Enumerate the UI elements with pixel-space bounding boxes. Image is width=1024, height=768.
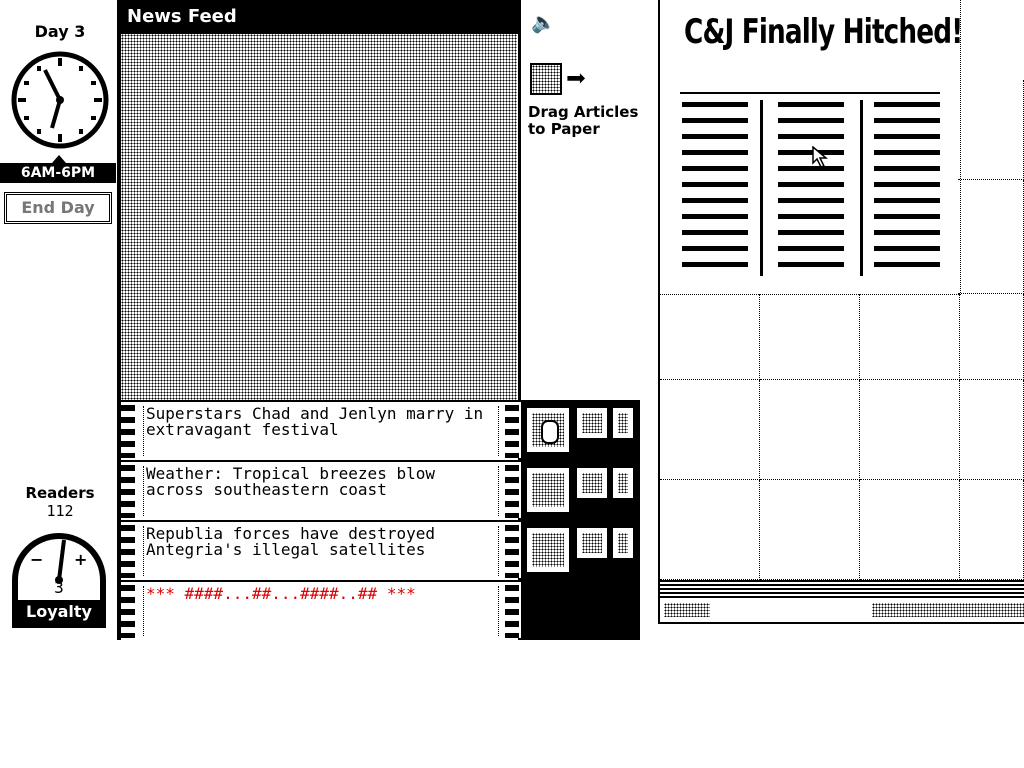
size-medium-button[interactable] [577, 468, 607, 498]
paper-slot[interactable] [958, 80, 1024, 180]
paper-slot[interactable] [660, 294, 760, 380]
paper-slot[interactable] [860, 294, 960, 380]
paper-slot[interactable] [660, 380, 760, 480]
size-small-button[interactable] [613, 408, 633, 438]
film-strip-right [505, 582, 519, 638]
article-column [682, 102, 748, 272]
readers-count: 112 [46, 502, 74, 520]
mouse-cursor-icon [812, 146, 832, 170]
film-strip-left [121, 522, 135, 578]
drag-hint: Drag Articles to Paper [528, 103, 639, 138]
readers-title: Readers [25, 484, 95, 502]
paper-slot[interactable] [960, 380, 1024, 480]
paper-slot[interactable] [958, 180, 1024, 294]
loyalty-value: 3 [54, 578, 64, 597]
article-size-slots [521, 400, 640, 640]
column-divider [860, 100, 863, 276]
headline-rule [680, 92, 940, 94]
paper-slot[interactable] [760, 480, 860, 580]
article-text-redacted: *** ####...##...####..## *** [143, 586, 499, 636]
paper-slot[interactable] [860, 380, 960, 480]
column-divider [760, 100, 763, 276]
feed-article[interactable] [121, 400, 521, 458]
news-feed-empty-area [121, 34, 517, 400]
feed-article[interactable] [121, 460, 521, 518]
time-pointer-icon [52, 155, 66, 163]
paper-slot[interactable] [760, 380, 860, 480]
article-text: Republia forces have destroyed Antegria's illegal satellites [143, 526, 499, 576]
paper-slot[interactable] [760, 294, 860, 380]
size-medium-button[interactable] [577, 528, 607, 558]
feed-article[interactable] [121, 580, 521, 638]
time-range: 6AM-6PM [0, 163, 116, 183]
paper-footer-lines [660, 580, 1024, 600]
film-strip-left [121, 402, 135, 458]
clock-icon [10, 50, 110, 150]
film-strip-left [121, 582, 135, 638]
article-text: Superstars Chad and Jenlyn marry in extravagant festival [143, 406, 499, 456]
size-small-button[interactable] [613, 528, 633, 558]
film-strip-right [505, 402, 519, 458]
paper-slot[interactable] [960, 294, 1024, 380]
day-label: Day 3 [34, 22, 86, 41]
size-medium-button[interactable] [577, 408, 607, 438]
mouse-icon [541, 420, 559, 444]
size-large-button[interactable] [527, 408, 569, 452]
arrow-right-icon: ➡ [566, 59, 587, 99]
feed-article[interactable] [121, 520, 521, 578]
end-day-button[interactable]: End Day [4, 192, 112, 224]
article-text: Weather: Tropical breezes blow across southeastern coast [143, 466, 499, 516]
loyalty-minus-icon: − [30, 550, 44, 569]
size-small-button[interactable] [613, 468, 633, 498]
size-large-button[interactable] [527, 528, 569, 572]
loyalty-label: Loyalty [26, 602, 92, 621]
news-feed-title: News Feed [117, 0, 521, 34]
size-large-button[interactable] [527, 468, 569, 512]
paper-slot[interactable] [960, 480, 1024, 580]
paper-slot[interactable] [660, 480, 760, 580]
loyalty-plus-icon: + [74, 550, 88, 569]
paper-footer-block [664, 603, 710, 617]
paper-footer-block [872, 603, 1024, 617]
film-strip-left [121, 462, 135, 518]
article-column [874, 102, 940, 272]
headline: C&J Finally Hitched! [684, 12, 963, 52]
paper-slot[interactable] [860, 480, 960, 580]
film-strip-right [505, 522, 519, 578]
speaker-icon[interactable]: 🔈 [531, 10, 556, 34]
film-strip-right [505, 462, 519, 518]
article-icon [530, 63, 562, 95]
loyalty-gauge [8, 530, 110, 630]
article-column [778, 102, 844, 272]
